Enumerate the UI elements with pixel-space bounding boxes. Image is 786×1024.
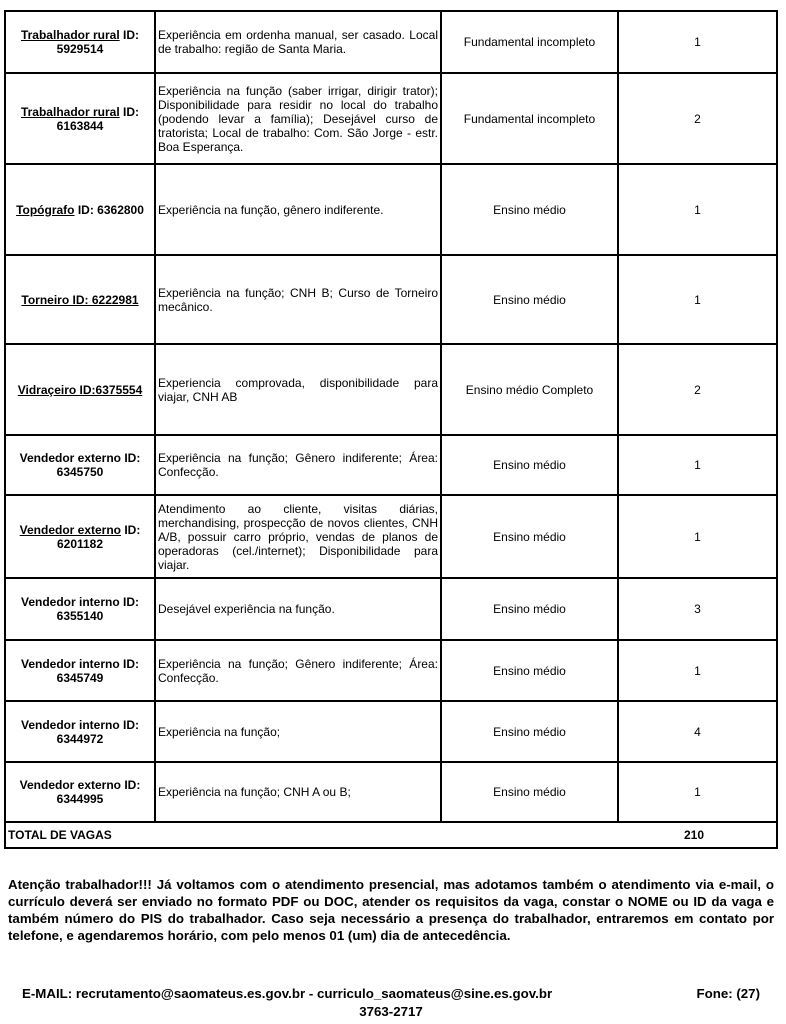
table-row	[5, 762, 777, 822]
education-cell: Fundamental incompleto	[441, 73, 618, 164]
job-description-cell: Experiência na função; CNH A ou B;	[155, 762, 441, 822]
education-cell: Ensino médio	[441, 255, 618, 344]
table-row	[5, 435, 777, 495]
job-title-text: Vendedor externo ID:	[19, 778, 141, 792]
job-description-cell: Experiência em ordenha manual, ser casado. Local de trabalho: região de Santa Maria.	[155, 11, 441, 73]
table-row	[5, 344, 777, 435]
vacancy-count-cell: 3	[618, 578, 777, 640]
job-id: 6355140	[56, 609, 104, 623]
job-title-cell	[5, 73, 155, 164]
table-row	[5, 495, 777, 578]
job-title-text: ID:	[119, 104, 140, 119]
job-title-cell	[5, 255, 155, 344]
job-title-underlined: Trabalhador rural	[20, 104, 120, 119]
job-description-cell: Atendimento ao cliente, visitas diárias, merchandising, prospecção de novos clientes, CNH A/B, possuir carro próprio, vendas de planos de operadoras (cel./internet); Disponibilidade para viajar.	[155, 495, 441, 578]
job-title-cell	[5, 640, 155, 701]
vacancy-count-cell: 1	[618, 762, 777, 822]
job-title-cell	[5, 701, 155, 762]
job-title-text: ID: 6362800	[74, 202, 144, 217]
vacancy-count-cell: 1	[618, 164, 777, 255]
vacancy-count-cell: 1	[618, 435, 777, 495]
vacancy-count-cell: 1	[618, 495, 777, 578]
table-row	[5, 578, 777, 640]
total-value: 210	[618, 822, 777, 848]
job-title-cell	[5, 344, 155, 435]
job-id: 6344995	[56, 792, 104, 806]
contact-emails: E-MAIL: recrutamento@saomateus.es.gov.br - curriculo_saomateus@sine.es.gov.br	[22, 986, 553, 1001]
job-description-cell: Experiência na função; Gênero indiferente; Área: Confecção.	[155, 435, 441, 495]
job-title-text: Vendedor externo ID:	[19, 451, 141, 465]
vacancy-count-cell: 1	[618, 11, 777, 73]
education-cell: Ensino médio	[441, 495, 618, 578]
table-row	[5, 640, 777, 701]
job-description-cell: Desejável experiência na função.	[155, 578, 441, 640]
job-id: 6345750	[56, 465, 104, 479]
job-title-underlined: Vidraçeiro ID:6375554	[17, 382, 143, 397]
table-row	[5, 701, 777, 762]
job-title-cell	[5, 762, 155, 822]
vacancy-count-cell: 2	[618, 344, 777, 435]
contact-fone-label: Fone: (27)	[696, 986, 760, 1001]
job-title-cell	[5, 578, 155, 640]
notice-paragraph: Atenção trabalhador!!! Já voltamos com o atendimento presencial, mas adotamos também o atendimento via e-mail, o currículo deverá ser enviado no formato PDF ou DOC, atender os requisitos da vaga, constar o NOME ou ID da vaga e também número do PIS do trabalhador. Caso seja necessário a presença do trabalhador, entraremos em contato por telefone, e agendaremos horário, com pelo menos 01 (um) dia de antecedência.	[8, 877, 774, 943]
job-title-cell	[5, 164, 155, 255]
education-cell: Fundamental incompleto	[441, 11, 618, 73]
job-title-underlined: Vendedor externo	[19, 522, 122, 537]
table-row	[5, 164, 777, 255]
education-cell: Ensino médio	[441, 762, 618, 822]
job-description-cell: Experiencia comprovada, disponibilidade para viajar, CNH AB	[155, 344, 441, 435]
job-id: 6344972	[56, 731, 104, 746]
job-title-underlined: Trabalhador rural	[20, 28, 120, 42]
total-label: TOTAL DE VAGAS	[5, 822, 618, 848]
education-cell: Ensino médio	[441, 164, 618, 255]
job-title-underlined: Topógrafo	[16, 202, 75, 217]
job-description-cell: Experiência na função; CNH B; Curso de Torneiro mecânico.	[155, 255, 441, 344]
job-title-cell	[5, 495, 155, 578]
education-cell: Ensino médio Completo	[441, 344, 618, 435]
job-description-cell: Experiência na função; Gênero indiferente; Área: Confecção.	[155, 640, 441, 701]
job-id: 6201182	[56, 536, 104, 551]
job-title-text: ID:	[119, 28, 140, 42]
vacancy-count-cell: 4	[618, 701, 777, 762]
total-row	[5, 822, 777, 848]
vacancy-count-cell: 2	[618, 73, 777, 164]
table-row	[5, 73, 777, 164]
job-description-cell: Experiência na função;	[155, 701, 441, 762]
job-title-text: ID:	[121, 522, 141, 537]
job-description-cell: Experiência na função (saber irrigar, dirigir trator); Disponibilidade para residir no local do trabalho (podendo levar a família); Desejável curso de tratorista; Local de trabalho: Com. São Jorge - estr. Boa Esperança.	[155, 73, 441, 164]
job-id: 6163844	[56, 118, 104, 133]
job-title-cell	[5, 11, 155, 73]
education-cell: Ensino médio	[441, 701, 618, 762]
job-id: 5929514	[56, 42, 104, 56]
job-title-text: Vendedor interno ID:	[20, 717, 139, 732]
contact-phone: 3763-2717	[359, 1004, 423, 1019]
job-id: 6345749	[56, 670, 104, 685]
education-cell: Ensino médio	[441, 640, 618, 701]
job-title-text: Vendedor interno ID:	[20, 656, 139, 671]
table-row	[5, 11, 777, 73]
job-description-cell: Experiência na função, gênero indiferente.	[155, 164, 441, 255]
job-vacancies-table	[4, 10, 778, 849]
table-row	[5, 255, 777, 344]
job-title-text: Vendedor interno ID:	[20, 595, 139, 609]
job-title-underlined: Torneiro ID: 6222981	[21, 292, 139, 307]
vacancy-count-cell: 1	[618, 255, 777, 344]
education-cell: Ensino médio	[441, 578, 618, 640]
job-title-cell	[5, 435, 155, 495]
vacancy-count-cell: 1	[618, 640, 777, 701]
job-vacancies-body	[5, 11, 777, 822]
education-cell: Ensino médio	[441, 435, 618, 495]
